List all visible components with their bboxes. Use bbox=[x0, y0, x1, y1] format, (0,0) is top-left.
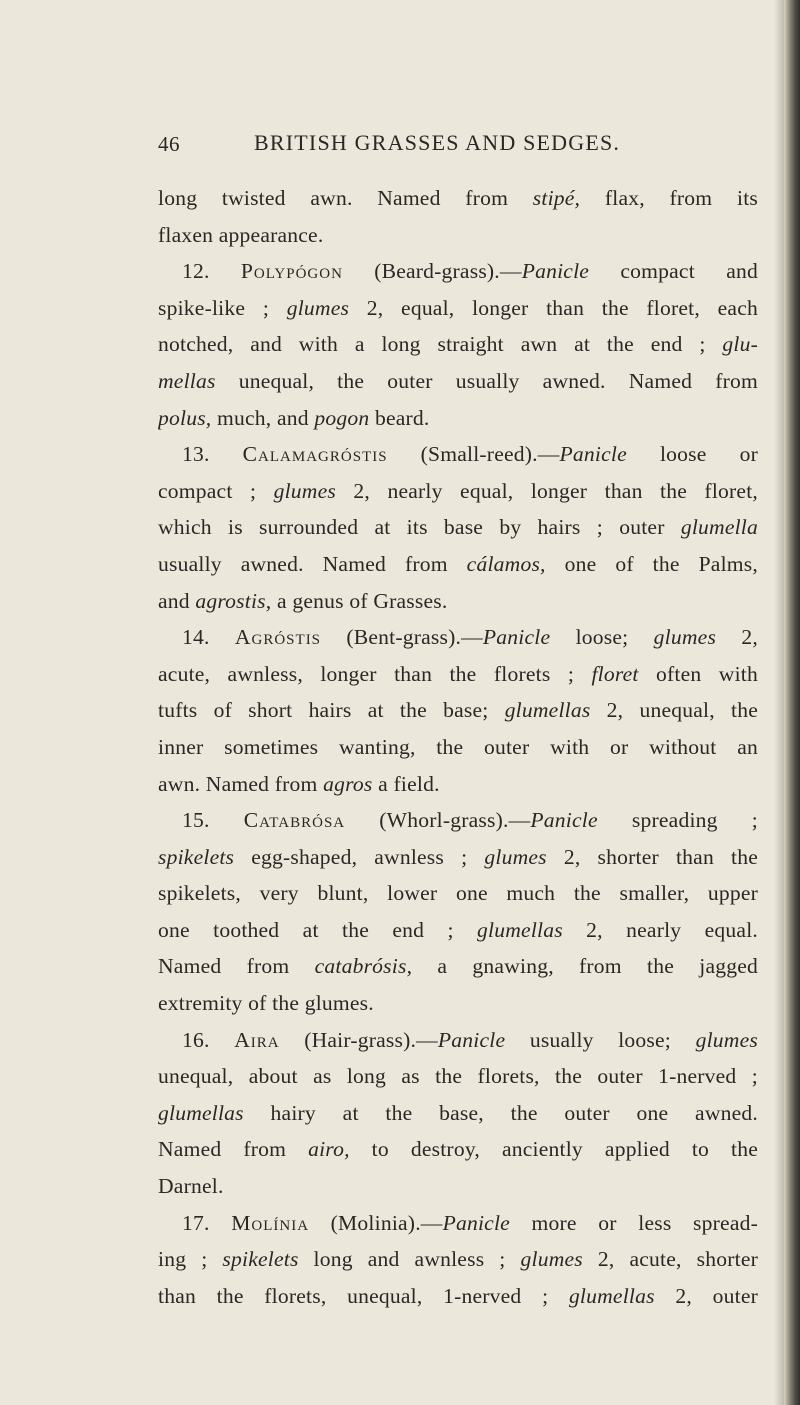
text-run: (Bent-grass).— bbox=[321, 625, 483, 650]
italic-term: glumellas bbox=[158, 1100, 244, 1125]
genus-name: Polypógon bbox=[240, 259, 343, 284]
text-line bbox=[158, 1278, 758, 1315]
genus-name: Molínia bbox=[231, 1210, 310, 1235]
text-line bbox=[158, 326, 758, 363]
text-line bbox=[158, 1022, 758, 1059]
italic-term: Panicle bbox=[437, 1027, 506, 1052]
text-run: spreading ; bbox=[597, 808, 758, 833]
italic-term: glumes bbox=[273, 478, 336, 503]
text-run: usually awned. Named from bbox=[158, 551, 467, 576]
text-run: one of the Palms, bbox=[545, 551, 758, 576]
body-text bbox=[158, 180, 758, 1314]
text-line bbox=[158, 692, 758, 729]
text-line bbox=[158, 875, 758, 912]
italic-term: Panicle bbox=[559, 442, 627, 467]
text-run: and bbox=[158, 588, 196, 613]
text-run: 2, acute, shorter bbox=[582, 1247, 758, 1272]
text-line bbox=[158, 802, 758, 839]
text-line bbox=[158, 619, 758, 656]
text-line bbox=[158, 363, 758, 400]
italic-term: glumellas bbox=[504, 698, 591, 723]
text-run: Darnel. bbox=[158, 1174, 224, 1199]
text-line bbox=[158, 1241, 758, 1278]
text-run: (Beard-grass).— bbox=[342, 259, 522, 284]
text-run: extremity of the glumes. bbox=[158, 991, 374, 1016]
text-run: egg-shaped, awnless ; bbox=[234, 844, 485, 869]
text-line bbox=[158, 839, 758, 876]
text-run: usually loose; bbox=[505, 1027, 696, 1052]
text-run: flaxen appearance. bbox=[158, 222, 324, 247]
text-line bbox=[158, 180, 758, 217]
text-run: long twisted awn. Named from bbox=[158, 186, 533, 210]
text-line bbox=[158, 1205, 758, 1242]
italic-term: glumes bbox=[484, 844, 547, 869]
text-run: notched, and with a long straight awn at the end ; bbox=[158, 332, 723, 357]
genus-name: Calamagróstis bbox=[242, 442, 388, 467]
text-run: a field. bbox=[372, 771, 440, 796]
italic-term: spikelets bbox=[158, 844, 235, 869]
italic-term: glumes bbox=[653, 625, 717, 650]
text-run: long and awnless ; bbox=[298, 1247, 521, 1272]
text-line bbox=[158, 217, 758, 254]
text-run: 12. bbox=[182, 259, 241, 284]
text-run: (Small-reed).— bbox=[387, 442, 560, 467]
text-run: which is surrounded at its base by hairs ; outer bbox=[158, 515, 681, 540]
text-run: 2, nearly equal, longer than the floret, bbox=[336, 478, 758, 503]
text-run: (Hair-grass).— bbox=[279, 1027, 438, 1052]
text-run: (Whorl-grass).— bbox=[345, 808, 531, 833]
text-run: hairy at the base, the outer one awned. bbox=[243, 1100, 758, 1125]
text-line bbox=[158, 912, 758, 949]
italic-term: pogon bbox=[314, 405, 370, 430]
text-run: much, and bbox=[211, 405, 315, 430]
text-run: 13. bbox=[182, 442, 243, 467]
text-line bbox=[158, 400, 758, 437]
page-header bbox=[158, 128, 758, 168]
text-line bbox=[158, 583, 758, 620]
italic-term: cálamos, bbox=[466, 551, 546, 576]
text-run: 16. bbox=[182, 1027, 235, 1052]
text-run: than the florets, unequal, 1-nerved ; bbox=[158, 1283, 569, 1308]
text-run: 2, equal, longer than the floret, each bbox=[349, 295, 758, 320]
text-line bbox=[158, 509, 758, 546]
text-run: loose or bbox=[626, 442, 758, 467]
italic-term: airo, bbox=[308, 1137, 350, 1162]
text-run: ing ; bbox=[158, 1247, 223, 1272]
text-run: awn. Named from bbox=[158, 771, 324, 796]
italic-term: glumellas bbox=[568, 1283, 655, 1308]
italic-term: Panicle bbox=[442, 1210, 510, 1235]
text-run: one toothed at the end ; bbox=[158, 917, 478, 942]
running-title: BRITISH GRASSES AND SEDGES. bbox=[254, 130, 621, 155]
italic-term: Panicle bbox=[521, 259, 590, 284]
italic-term: Panicle bbox=[530, 808, 598, 833]
text-run: inner sometimes wanting, the outer with or without an bbox=[158, 734, 758, 759]
genus-name: Aira bbox=[234, 1027, 280, 1052]
italic-term: glu- bbox=[722, 332, 758, 357]
text-run: 2, nearly equal. bbox=[562, 917, 758, 942]
text-run: 2, unequal, the bbox=[590, 698, 758, 723]
text-run: 2, shorter than the bbox=[546, 844, 758, 869]
text-line bbox=[158, 948, 758, 985]
text-run: to destroy, anciently applied to the bbox=[349, 1137, 758, 1162]
text-run: spikelets, very blunt, lower one much the smaller, upper bbox=[158, 881, 758, 906]
text-line bbox=[158, 473, 758, 510]
page-gutter-shadow bbox=[774, 0, 784, 1405]
text-run: 17. bbox=[182, 1210, 232, 1235]
text-run: a genus of Grasses. bbox=[271, 588, 448, 613]
text-run: tufts of short hairs at the base; bbox=[158, 698, 505, 723]
text-run: (Molinia).— bbox=[309, 1210, 443, 1235]
text-run: 2, outer bbox=[654, 1283, 758, 1308]
text-run: flax, from its bbox=[580, 186, 758, 210]
text-line bbox=[158, 729, 758, 766]
text-run: often with bbox=[638, 661, 758, 686]
text-run: 15. bbox=[182, 808, 244, 833]
text-run: Named from bbox=[158, 954, 315, 979]
italic-term: glumes bbox=[286, 295, 350, 320]
text-run: unequal, the outer usually awned. Named from bbox=[215, 368, 758, 393]
text-line bbox=[158, 546, 758, 583]
italic-term: agros bbox=[323, 771, 373, 796]
italic-term: Panicle bbox=[482, 625, 551, 650]
text-line bbox=[158, 253, 758, 290]
italic-term: catabrósis, bbox=[314, 954, 413, 979]
text-run: loose; bbox=[550, 625, 654, 650]
text-run: compact ; bbox=[158, 478, 274, 503]
text-line bbox=[158, 436, 758, 473]
text-line bbox=[158, 1131, 758, 1168]
text-run: more or less spread- bbox=[509, 1210, 758, 1235]
page-edge bbox=[784, 0, 800, 1405]
text-run: spike-like ; bbox=[158, 295, 287, 320]
text-line bbox=[158, 290, 758, 327]
text-run: unequal, about as long as the florets, the outer 1-nerved ; bbox=[158, 1064, 758, 1089]
italic-term: spikelets bbox=[222, 1247, 299, 1272]
text-line bbox=[158, 1168, 758, 1205]
italic-term: glumes bbox=[520, 1247, 583, 1272]
italic-term: floret bbox=[591, 661, 639, 686]
italic-term: glumellas bbox=[477, 917, 563, 942]
text-run: 14. bbox=[182, 625, 235, 650]
genus-name: Agróstis bbox=[234, 625, 322, 650]
text-run: beard. bbox=[369, 405, 430, 430]
text-run: a gnawing, from the jagged bbox=[412, 954, 758, 979]
page-number: 46 bbox=[158, 132, 180, 156]
text-line bbox=[158, 656, 758, 693]
genus-name: Catabrósa bbox=[243, 808, 346, 833]
text-line bbox=[158, 1095, 758, 1132]
italic-term: agrostis, bbox=[195, 588, 272, 613]
italic-term: stipé, bbox=[532, 186, 581, 210]
italic-term: glumella bbox=[680, 515, 758, 540]
italic-term: polus, bbox=[158, 405, 212, 430]
text-line bbox=[158, 985, 758, 1022]
text-line bbox=[158, 1058, 758, 1095]
italic-term: mellas bbox=[158, 368, 216, 393]
text-run: Named from bbox=[158, 1137, 309, 1162]
text-line bbox=[158, 766, 758, 803]
text-run: 2, bbox=[716, 625, 758, 650]
text-run: compact and bbox=[589, 259, 758, 284]
italic-term: glumes bbox=[695, 1027, 758, 1052]
text-run: acute, awnless, longer than the florets ; bbox=[158, 661, 592, 686]
